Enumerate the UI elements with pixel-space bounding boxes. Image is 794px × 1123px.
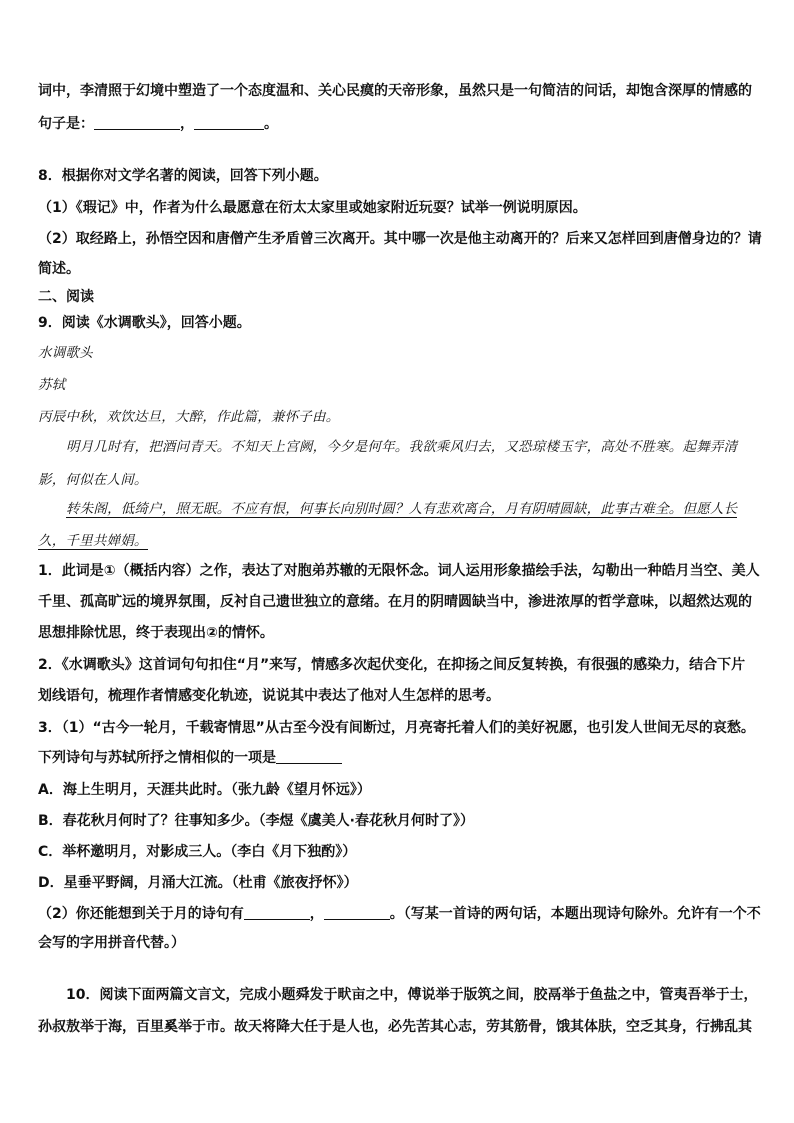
- q7-prefix: 句子是：: [38, 116, 94, 132]
- poem-stanza1-line2: 影，何似在人间。: [38, 472, 148, 488]
- poem-stanza2-line1: [66, 500, 758, 518]
- q7-answer-blank-2[interactable]: [194, 115, 264, 130]
- q8-title: 8．根据你对文学名著的阅读，回答下列小题。: [38, 168, 328, 184]
- q9-2-line1: 2．《水调歌头》这首词句句扣住“月”来写，情感多次起伏变化，在抑扬之间反复转换，有很强的感染力，结合下片: [38, 657, 746, 673]
- q7-text-line2: [38, 115, 758, 133]
- q9-3-2-prompt: （2）你还能想到关于月的诗句有: [38, 906, 244, 922]
- q9-3-2-answer-blank-2[interactable]: [324, 905, 390, 920]
- q8-sub2-line2: 简述。: [38, 261, 80, 277]
- underlined-text: 久，千里共婵娟。: [38, 533, 148, 549]
- poem-author: 苏轼: [38, 377, 66, 393]
- q7-text-line1: 词中，李清照于幻境中塑造了一个态度温和、关心民瘼的天帝形象，虽然只是一句简洁的问话，却饱含深厚的情感的: [38, 83, 752, 99]
- q7-end: 。: [264, 116, 278, 132]
- option-b: B．春花秋月何时了？往事知多少。（李煜《虞美人·春花秋月何时了》）: [38, 813, 474, 829]
- q8-sub1: （1）《瑕记》中，作者为什么最愿意在衍太太家里或她家附近玩耍？试举一例说明原因。: [38, 200, 587, 216]
- poem-stanza2-line2: [38, 532, 758, 550]
- q8-sub2-line1: （2）取经路上，孙悟空因和唐僧产生矛盾曾三次离开。其中哪一次是他主动离开的？后来又怎样回到唐僧身边的？请: [38, 231, 762, 247]
- section-heading: 二、阅读: [38, 289, 94, 305]
- q9-3-line1: 3．（1）“古今一轮月，千载寄情思”从古至今没有间断过，月亮寄托着人们的美好祝愿，也引发人世间无尽的哀愁。: [38, 720, 755, 736]
- q9-3-line2: [38, 749, 758, 767]
- q9-1-line1: 1．此词是①（概括内容）之作，表达了对胞弟苏辙的无限怀念。词人运用形象描绘手法，勾勒出一种皓月当空、美人: [38, 563, 760, 579]
- option-c: C．举杯邀明月，对影成三人。（李白《月下独酌》）: [38, 844, 357, 860]
- q10-line1: 10．阅读下面两篇文言文，完成小题舜发于畎亩之中，傅说举于版筑之间，胶鬲举于鱼盐之中，管夷吾举于士，: [66, 987, 758, 1003]
- q10-line2: 孙叔敖举于海，百里奚举于市。故天将降大任于是人也，必先苦其心志，劳其筋骨，饿其体肤，空乏其身，行拂乱其: [38, 1019, 752, 1035]
- q9-1-line3: 思想排除忧思，终于表现出②的情怀。: [38, 625, 274, 641]
- q7-sep: ，: [180, 116, 194, 132]
- q9-3-2-line2: 会写的字用拼音代替。）: [38, 935, 185, 951]
- q9-3-2-sep: ，: [309, 906, 324, 922]
- q9-3-2-rest: 。（写某一首诗的两句话，本题出现诗句除外。允许有一个不: [389, 906, 761, 922]
- poem-preface: 丙辰中秋，欢饮达旦，大醉，作此篇，兼怀子由。: [38, 409, 340, 425]
- option-a: A．海上生明月，天涯共此时。（张九龄《望月怀远》）: [38, 782, 371, 798]
- q9-3-2-line1: [38, 905, 761, 923]
- q9-2-line2: 划线语句，梳理作者情感变化轨迹，说说其中表达了他对人生怎样的思考。: [38, 688, 500, 704]
- q7-answer-blank-1[interactable]: [94, 115, 180, 130]
- q9-3-answer-blank[interactable]: [276, 749, 342, 764]
- q9-3-2-answer-blank-1[interactable]: [244, 905, 310, 920]
- poem-title: 水调歌头: [38, 345, 93, 361]
- underlined-text: 转朱阁，低绮户，照无眠。不应有恨，何事长向别时圆？人有悲欢离合，月有阴晴圆缺，此事古难全。但愿人长: [66, 501, 738, 517]
- poem-stanza1-line1: 明月几时有，把酒问青天。不知天上宫阙，今夕是何年。我欲乘风归去，又恐琼楼玉宇，高处不胜寒。起舞弄清: [66, 439, 738, 455]
- q9-title: 9．阅读《水调歌头》，回答小题。: [38, 315, 251, 331]
- option-d: D．星垂平野阔，月涌大江流。（杜甫《旅夜抒怀》）: [38, 875, 358, 891]
- q9-3-prompt: 下列诗句与苏轼所抒之情相似的一项是: [38, 750, 276, 766]
- q9-1-line2: 千里、孤高旷远的境界氛围，反衬自己遗世独立的意绪。在月的阴晴圆缺当中，渗进浓厚的哲学意味，以超然达观的: [38, 594, 752, 610]
